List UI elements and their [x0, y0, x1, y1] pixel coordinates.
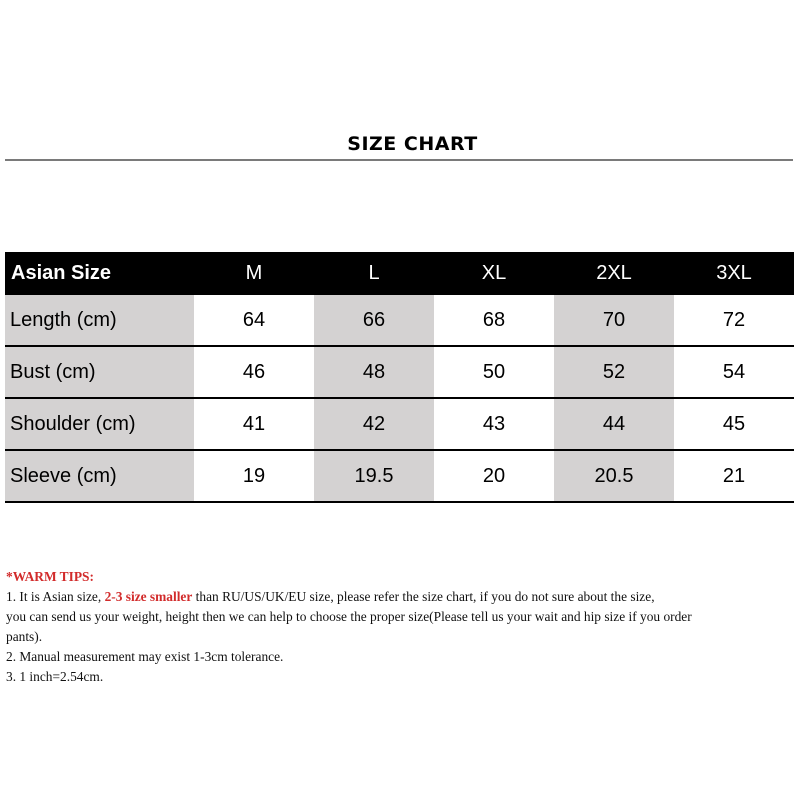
table-header-row — [5, 252, 794, 295]
title-divider — [5, 159, 793, 161]
header-size-m: M — [194, 252, 314, 295]
table-cell: 52 — [554, 346, 674, 398]
table-cell: 70 — [554, 295, 674, 346]
table-cell: 46 — [194, 346, 314, 398]
table-cell: 21 — [674, 450, 794, 502]
table-cell: 72 — [674, 295, 794, 346]
table-cell: 54 — [674, 346, 794, 398]
warm-tips-heading: *WARM TIPS: — [6, 569, 94, 584]
header-size-3xl: 3XL — [674, 252, 794, 295]
header-size-xl: XL — [434, 252, 554, 295]
page-title: SIZE CHART — [347, 133, 478, 155]
table-cell: 41 — [194, 398, 314, 450]
table-cell: 20 — [434, 450, 554, 502]
table-cell: 20.5 — [554, 450, 674, 502]
table-cell: 42 — [314, 398, 434, 450]
table-cell: 68 — [434, 295, 554, 346]
tip-line-1-continued: you can send us your weight, height then we can help to choose the proper size(Please tell us your wait and hip size if you order — [6, 609, 692, 624]
table-row-bust — [5, 346, 794, 398]
row-label: Shoulder (cm) — [5, 398, 194, 450]
header-size-l: L — [314, 252, 434, 295]
table-row-length — [5, 295, 794, 346]
table-cell: 50 — [434, 346, 554, 398]
table-cell: 19 — [194, 450, 314, 502]
header-size-2xl: 2XL — [554, 252, 674, 295]
table-cell: 44 — [554, 398, 674, 450]
header-asian-size: Asian Size — [5, 252, 194, 295]
table-cell: 48 — [314, 346, 434, 398]
table-cell: 19.5 — [314, 450, 434, 502]
tip-line-3: 3. 1 inch=2.54cm. — [6, 669, 104, 684]
table-row-sleeve — [5, 450, 794, 502]
row-label: Sleeve (cm) — [5, 450, 194, 502]
tip-line-2: 2. Manual measurement may exist 1-3cm tolerance. — [6, 649, 284, 664]
tip-1-highlight: 2-3 size smaller — [104, 589, 193, 604]
row-label: Length (cm) — [5, 295, 194, 346]
table-cell: 43 — [434, 398, 554, 450]
warm-tips — [6, 567, 800, 687]
tip-1-prefix: 1. It is Asian size, — [6, 589, 105, 604]
tip-line-1-end: pants). — [6, 629, 43, 644]
table-row-shoulder — [5, 398, 794, 450]
table-cell: 45 — [674, 398, 794, 450]
table-cell: 64 — [194, 295, 314, 346]
row-label: Bust (cm) — [5, 346, 194, 398]
tip-1-suffix: than RU/US/UK/EU size, please refer the size chart, if you do not sure about the size, — [192, 589, 655, 604]
table-cell: 66 — [314, 295, 434, 346]
tip-line-1 — [6, 587, 800, 607]
size-chart-table — [5, 252, 794, 503]
